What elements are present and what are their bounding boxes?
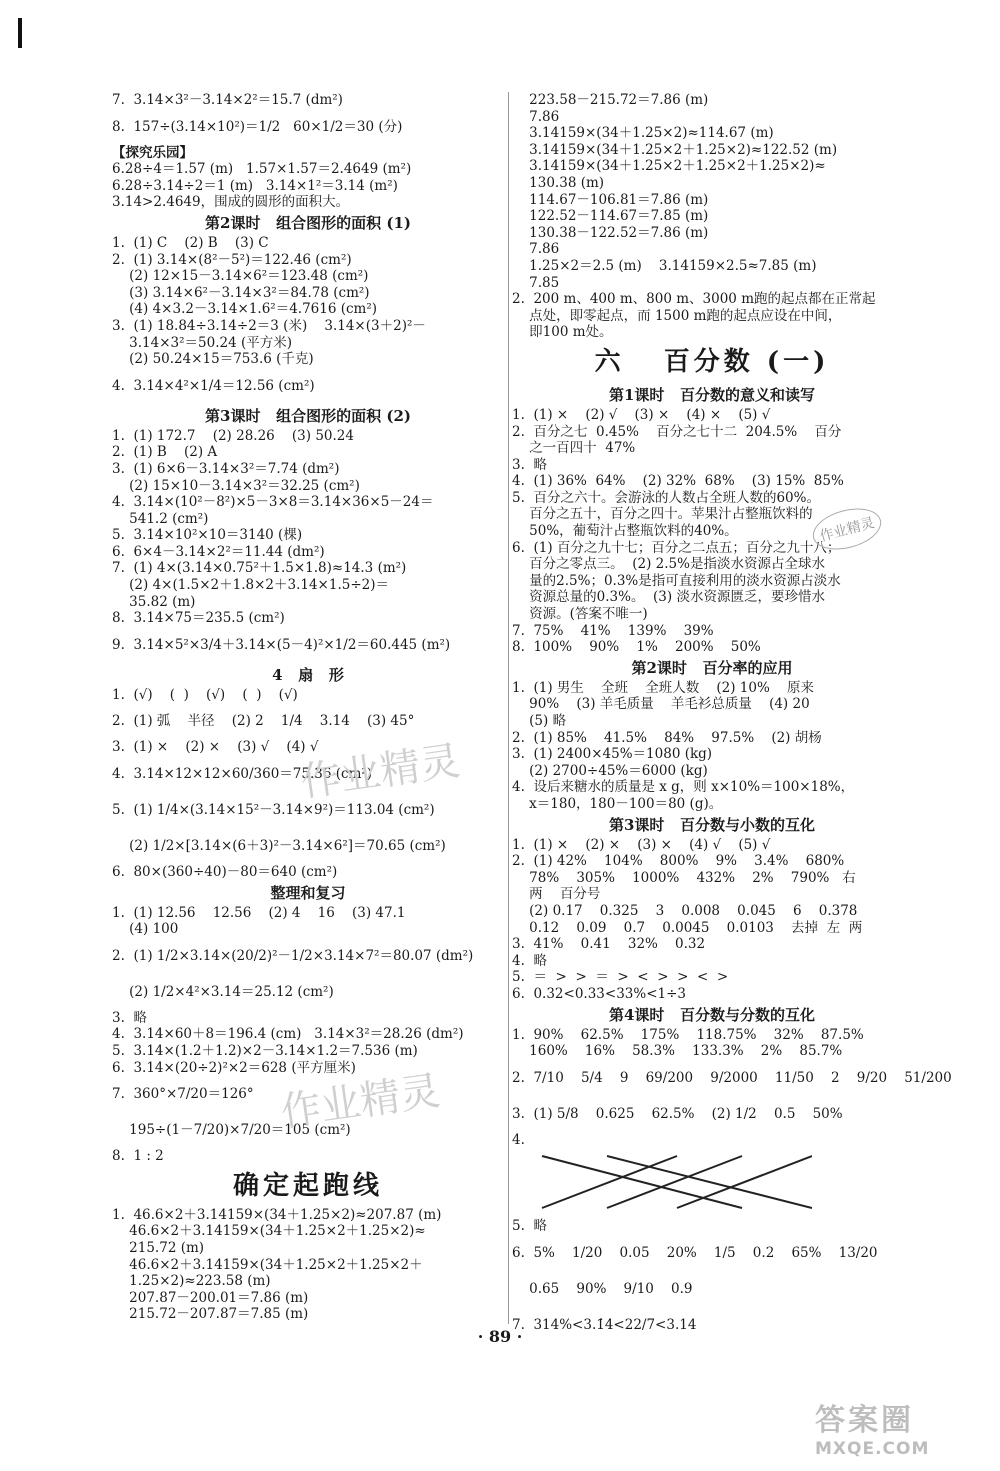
right-line: 第4课时 百分数与分数的互化 xyxy=(608,1005,816,1024)
right-line: 第3课时 百分数与小数的互化 xyxy=(608,815,816,834)
left-line: (2) 1/2×4²×3.14＝25.12 (cm²) xyxy=(112,983,334,1000)
left-line: 3. 略 xyxy=(112,1009,147,1026)
right-line: 百分之五十，百分之四十。苹果汁占整瓶饮料的 xyxy=(512,506,813,523)
right-line: 3.14159×(34＋1.25×2＋1.25×2)≈122.52 (m) xyxy=(512,141,838,158)
left-line: 195÷(1－7/20)×7/20＝105 (cm²) xyxy=(112,1122,351,1139)
left-line: 2. (1) B (2) A xyxy=(112,444,218,461)
left-line: 6. 3.14×(20÷2)²×2＝628 (平方厘米) xyxy=(112,1059,356,1076)
right-line: (5) 略 xyxy=(512,713,567,729)
right-line: 2. 百分之七 0.45% 百分之七十二 204.5% 百分 xyxy=(512,423,842,440)
matching-lines-figure xyxy=(512,1148,912,1218)
right-line: 4. (1) 36% 64% (2) 32% 68% (3) 15% 85% xyxy=(512,473,844,490)
right-line: 130.38－122.52＝7.86 (m) xyxy=(512,224,709,241)
left-line: 46.6×2＋3.14159×(34＋1.25×2＋1.25×2)≈ xyxy=(112,1223,426,1240)
left-line: 6. 6×4－3.14×2²＝11.44 (dm²) xyxy=(112,543,325,560)
right-line: 3.14159×(34＋1.25×2)≈114.67 (m) xyxy=(512,125,774,142)
right-line: 即100 m处。 xyxy=(512,324,613,341)
right-line: 3. 略 xyxy=(512,456,547,473)
column-divider xyxy=(508,92,509,1324)
right-line: 资源。(答案不唯一) xyxy=(512,606,648,623)
right-line: 4. xyxy=(512,1131,525,1148)
right-line: 六 百分数 (一) xyxy=(594,346,830,377)
right-line: (2) 2700÷45%＝6000 (kg) xyxy=(512,762,708,779)
right-line: 130.38 (m) xyxy=(512,174,605,191)
right-line: 之一百四十 47% xyxy=(512,440,636,457)
left-line: 2. (1) 3.14×(8²－5²)＝122.46 (cm²) xyxy=(112,251,352,268)
right-line: 223.58－215.72＝7.86 (m) xyxy=(512,92,709,108)
right-line: 2. (1) 85% 41.5% 84% 97.5% (2) 胡杨 xyxy=(512,729,822,746)
left-line: (4) 4×3.2－3.14×1.6²＝4.7616 (cm²) xyxy=(112,301,378,318)
left-line: (2) 4×(1.5×2＋1.8×2＋3.14×1.5÷2)＝ xyxy=(112,577,389,594)
right-line: 2. 7/10 5/4 9 69/200 9/2000 11/50 2 9/20 51/200 xyxy=(512,1069,952,1086)
left-line: 3.14>2.4649，围成的圆形的面积大。 xyxy=(112,194,350,211)
left-line: 4 扇 形 xyxy=(272,665,344,684)
left-line: 7. 3.14×3²－3.14×2²＝15.7 (dm²) xyxy=(112,92,343,108)
left-line: 整理和复习 xyxy=(270,883,346,902)
right-line: 点处，即零起点，而 1500 m跑的起点应设在中间， xyxy=(512,307,842,324)
left-line: 7. (1) 4×(3.14×0.75²＋1.5×1.8)≈14.3 (m²) xyxy=(112,560,407,577)
right-line: 6. (1) 百分之九十七；百分之二点五；百分之九十八； xyxy=(512,539,841,556)
right-line: 5. ＝ > > ＝ > < > > < > xyxy=(512,969,729,986)
left-line: 5. 3.14×10²×10＝3140 (棵) xyxy=(112,527,303,544)
watermark-text: 作业精灵 xyxy=(298,738,463,806)
watermark-text: 作业精灵 xyxy=(278,1068,443,1136)
left-line: 215.72 (m) xyxy=(112,1239,205,1256)
left-line: 215.72－207.87＝7.85 (m) xyxy=(112,1306,309,1323)
left-line: (4) 100 xyxy=(112,921,179,938)
right-line: 3. (1) 2400×45%＝1080 (kg) xyxy=(512,746,713,763)
page-number: · 89 · xyxy=(477,1327,523,1346)
right-line: 3. (1) 5/8 0.625 62.5% (2) 1/2 0.5 50% xyxy=(512,1105,843,1122)
left-line: 6. 80×(360÷40)－80＝640 (cm²) xyxy=(112,864,338,881)
logo-line2: MXQE.COM xyxy=(815,1439,930,1459)
right-line: 6. 5% 1/20 0.05 20% 1/5 0.2 65% 13/20 xyxy=(512,1244,878,1261)
right-line: 1.25×2＝2.5 (m) 3.14159×2.5≈7.85 (m) xyxy=(512,257,817,274)
right-line: (2) 0.17 0.325 3 0.008 0.045 6 0.378 xyxy=(512,902,858,919)
right-line: 114.67－106.81＝7.86 (m) xyxy=(512,191,709,208)
right-column xyxy=(512,92,952,1343)
right-line: 1. (1) × (2) √ (3) × (4) × (5) √ xyxy=(512,406,771,423)
right-line: 第2课时 百分率的应用 xyxy=(631,658,793,677)
right-line: 7.85 xyxy=(512,274,560,291)
right-line: 0.65 90% 9/10 0.9 xyxy=(512,1280,693,1297)
right-line: 1. 90% 62.5% 175% 118.75% 32% 87.5% xyxy=(512,1026,864,1043)
right-line: 7.86 xyxy=(512,241,560,258)
right-line: 资源总量的0.3%。 (3) 淡水资源匮乏，要珍惜水 xyxy=(512,589,825,606)
left-line: 第2课时 组合图形的面积 (1) xyxy=(205,213,411,232)
left-line: 第3课时 组合图形的面积 (2) xyxy=(205,406,411,425)
right-line: 4. 略 xyxy=(512,952,547,969)
right-line: 5. 百分之六十。会游泳的人数占全班人数的60%。 xyxy=(512,489,820,506)
left-line: 1. (1) C (2) B (3) C xyxy=(112,234,269,251)
left-line: 4. 3.14×(10²－8²)×5－3×8＝3.14×36×5－24＝ xyxy=(112,494,434,511)
right-line: 7. 75% 41% 139% 39% xyxy=(512,622,714,639)
left-line: 2. (1) 弧 半径 (2) 2 1/4 3.14 (3) 45° xyxy=(112,713,415,730)
left-line: 4. 3.14×4²×1/4＝12.56 (cm²) xyxy=(112,377,315,394)
left-line: 46.6×2＋3.14159×(34＋1.25×2＋1.25×2＋ xyxy=(112,1256,423,1273)
right-line: 4. 设后来糖水的质量是 x g，则 x×10%＝100×18%， xyxy=(512,779,855,796)
left-line: 3. (1) 6×6－3.14×3²＝7.74 (dm²) xyxy=(112,460,340,477)
left-line: 3.14×3²＝50.24 (平方米) xyxy=(112,334,293,351)
right-line: 1. (1) × (2) × (3) × (4) √ (5) √ xyxy=(512,836,771,853)
right-line: 5. 略 xyxy=(512,1218,547,1235)
right-line: 3.14159×(34＋1.25×2＋1.25×2＋1.25×2)≈ xyxy=(512,158,826,175)
right-line: 7. 314%<3.1̇4̇<22/7<3.14 xyxy=(512,1316,697,1333)
left-line: 5. 3.14×(1.2＋1.2)×2－3.14×1.2＝7.536 (m) xyxy=(112,1043,418,1059)
left-line: (3) 3.14×6²－3.14×3²＝84.78 (cm²) xyxy=(112,284,370,301)
left-line: 【探究乐园】 xyxy=(112,144,193,161)
left-line: 1. 46.6×2＋3.14159×(34＋1.25×2)≈207.87 (m) xyxy=(112,1206,442,1223)
left-line: 2. (1) 1/2×3.14×(20/2)²－1/2×3.14×7²＝80.07 (dm²) xyxy=(112,947,474,964)
right-line: 78% 305% 1000% 432% 2% 790% 右 xyxy=(512,869,856,886)
left-line: (2) 50.24×15＝753.6 (千克) xyxy=(112,351,314,368)
right-line: 122.52－114.67＝7.85 (m) xyxy=(512,208,709,225)
left-line: 1.25×2)≈223.58 (m) xyxy=(112,1273,271,1290)
left-line: (2) 15×10－3.14×3²＝32.25 (cm²) xyxy=(112,477,360,494)
watermark-stamp: 作业精灵 xyxy=(808,502,885,557)
right-line: 3. 41% 0.41 32% 0.32 xyxy=(512,936,706,953)
right-line: 两 百分号 xyxy=(512,886,601,903)
left-line: 35.82 (m) xyxy=(112,593,196,610)
left-line: 8. 3.14×75＝235.5 (cm²) xyxy=(112,610,285,627)
matching-lines xyxy=(512,1148,812,1218)
left-line: 6.28÷4＝1.57 (m) 1.57×1.57＝2.4649 (m²) xyxy=(112,161,412,178)
right-line: 8. 100% 90% 1% 200% 50% xyxy=(512,639,761,656)
left-line: 3. (1) × (2) × (3) √ (4) √ xyxy=(112,739,319,756)
right-line: 90% (3) 羊毛质量 羊毛衫总质量 (4) 20 xyxy=(512,696,810,713)
right-line: 6. 0.32<0.33̇<33%<1÷3 xyxy=(512,985,687,1002)
left-line: 4. 3.14×60＋8＝196.4 (cm) 3.14×3²＝28.26 (dm²) xyxy=(112,1026,464,1043)
right-line: 百分之零点三。 (2) 2.5%是指淡水资源占全球水 xyxy=(512,556,825,573)
left-line: 1. (1) 172.7 (2) 28.26 (3) 50.24 xyxy=(112,427,354,444)
right-line: x＝180，180－100＝80 (g)。 xyxy=(512,795,723,812)
left-line: 5. (1) 1/4×(3.14×15²－3.14×9²)＝113.04 (cm²) xyxy=(112,802,435,819)
right-line: 50%，葡萄汁占整瓶饮料的40%。 xyxy=(512,523,738,540)
left-column xyxy=(112,92,504,1323)
right-line: 第1课时 百分数的意义和读写 xyxy=(608,385,816,404)
right-line: 160% 16% 58.3% 133.3% 2% 85.7% xyxy=(512,1043,843,1060)
logo-line1: 答案圈 xyxy=(815,1403,914,1438)
left-line: 207.87－200.01＝7.86 (m) xyxy=(112,1289,309,1306)
left-line: 3. (1) 18.84÷3.14÷2＝3 (米) 3.14×(3＋2)²－ xyxy=(112,317,426,334)
right-line: 7.86 xyxy=(512,108,560,125)
left-line: 6.28÷3.14÷2＝1 (m) 3.14×1²＝3.14 (m²) xyxy=(112,177,398,194)
left-line: 确定起跑线 xyxy=(232,1170,383,1201)
left-line: 7. 360°×7/20＝126° xyxy=(112,1086,254,1103)
left-line: 8. 157÷(3.14×10²)＝1/2 60×1/2＝30 (分) xyxy=(112,118,403,135)
left-line: 4. 3.14×12×12×60/360＝75.36 (cm²) xyxy=(112,766,373,783)
left-line: 1. (√) ( ) (√) ( ) (√) xyxy=(112,686,298,703)
corner-mark xyxy=(18,18,22,48)
left-line: 8. 1 : 2 xyxy=(112,1148,164,1165)
left-line: 541.2 (cm²) xyxy=(112,510,209,527)
right-line: 2. 200 m、400 m、800 m、3000 m跑的起点都在正常起 xyxy=(512,291,876,308)
right-line: 量的2.5%；0.3%是指可直接利用的淡水资源占淡水 xyxy=(512,572,841,589)
left-line: 1. (1) 12.56 12.56 (2) 4 16 (3) 47.1 xyxy=(112,904,406,921)
right-line: 1. (1) 男生 全班 全班人数 (2) 10% 原来 xyxy=(512,679,814,696)
left-line: (2) 12×15－3.14×6²＝123.48 (cm²) xyxy=(112,268,369,285)
right-line: 0.12 0.09 0.7 0.0045 0.0103 去掉 左 两 xyxy=(512,919,863,936)
site-logo xyxy=(815,1395,985,1465)
left-line: 9. 3.14×5²×3/4＋3.14×(5－4)²×1/2＝60.445 (m²) xyxy=(112,636,451,653)
right-line: 2. (1) 42% 104% 800% 9% 3.4% 680% xyxy=(512,853,845,870)
left-line: (2) 1/2×[3.14×(6＋3)²－3.14×6²]＝70.65 (cm²) xyxy=(112,838,446,855)
